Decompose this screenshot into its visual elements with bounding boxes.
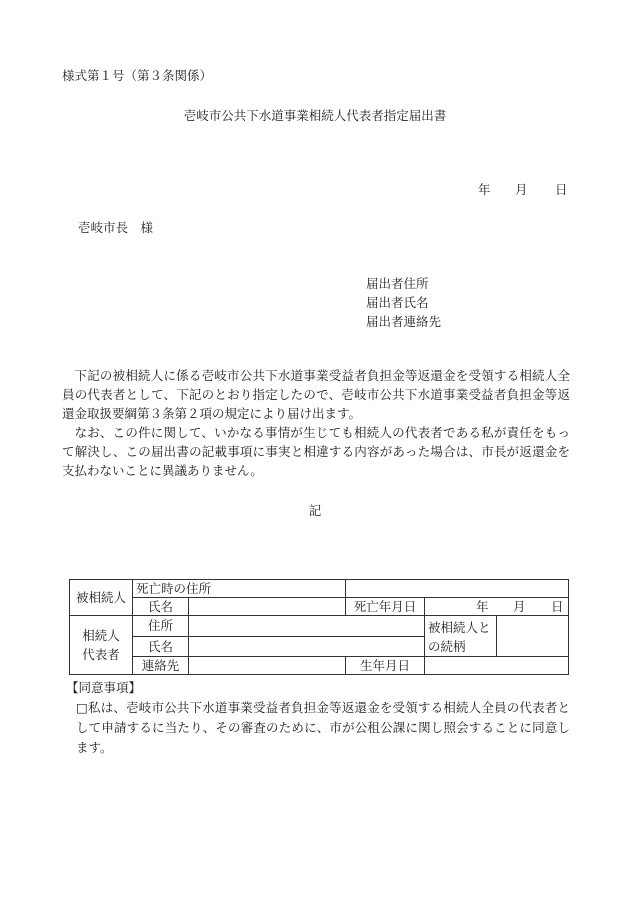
- inheritance-form-table: [69, 579, 569, 675]
- table-row: [70, 580, 569, 598]
- body-paragraph-1: 下記の被相続人に係る壱岐市公共下水道事業受益者負担金等返還金を受領する相続人全員の代表者として、下記のとおり指定したので、壱岐市公共下水道事業受益者負担金等返還金取扱要綱第３条第２項の規定により届け出ます。: [62, 368, 570, 421]
- table-row: [70, 598, 569, 616]
- death-day-label: 日: [551, 599, 564, 614]
- address-at-death-field[interactable]: [346, 580, 569, 598]
- death-date-label: 死亡年月日: [346, 598, 425, 616]
- relation-label: [425, 616, 497, 657]
- representative-label: [70, 616, 133, 675]
- date-year-label: 年: [478, 182, 491, 197]
- rep-contact-field[interactable]: [189, 657, 346, 675]
- table-row: [70, 657, 569, 675]
- rep-name-label: 氏名: [133, 636, 189, 657]
- form-number: 様式第１号（第３条関係）: [62, 68, 213, 83]
- representative-label-line-1: 相続人: [82, 628, 120, 643]
- relation-label-line-2: の続柄: [428, 639, 466, 654]
- ki-marker: 記: [308, 503, 322, 518]
- rep-name-field[interactable]: [189, 636, 425, 657]
- date-line: [478, 180, 568, 198]
- rep-address-field[interactable]: [189, 616, 425, 637]
- notifier-block: [366, 274, 441, 331]
- notifier-address-label: 届出者住所: [366, 276, 429, 291]
- addressee: 壱岐市長 様: [78, 220, 154, 235]
- date-month-label: 月: [515, 182, 528, 197]
- representative-label-line-2: 代表者: [82, 647, 120, 662]
- consent-text: □私は、壱岐市公共下水道事業受益者負担金等返還金を受領する相続人全員の代表者として申請するに当たり、その審査のために、市が公租公課に関し照会することに同意します。: [76, 700, 570, 755]
- body-text: [62, 366, 570, 480]
- death-month-label: 月: [513, 599, 526, 614]
- page-title: 壱岐市公共下水道事業相続人代表者指定届出書: [183, 108, 447, 123]
- decedent-name-label: 氏名: [133, 598, 189, 616]
- rep-contact-label: 連絡先: [133, 657, 189, 675]
- address-at-death-label: 死亡時の住所: [133, 580, 346, 598]
- body-paragraph-2: なお、この件に関して、いかなる事情が生じても相続人の代表者である私が責任をもって解決し、この届出書の記載事項に事実と相違する内容があった場合は、市長が返還金を支払わないことに異議ありません。: [62, 425, 570, 478]
- relation-field[interactable]: [497, 616, 569, 657]
- table-row: [70, 616, 569, 637]
- birth-date-label: 生年月日: [346, 657, 425, 675]
- decedent-name-field[interactable]: [189, 598, 346, 616]
- notifier-name-label: 届出者氏名: [366, 295, 429, 310]
- death-date-field[interactable]: [425, 598, 569, 616]
- birth-date-field[interactable]: [425, 657, 569, 675]
- rep-address-label: 住所: [133, 616, 189, 637]
- decedent-label: 被相続人: [70, 580, 133, 616]
- relation-label-line-1: 被相続人と: [428, 620, 491, 635]
- notifier-contact-label: 届出者連絡先: [366, 314, 442, 329]
- death-year-label: 年: [476, 599, 489, 614]
- consent-heading: 【同意事項】: [66, 680, 142, 695]
- date-day-label: 日: [555, 182, 568, 197]
